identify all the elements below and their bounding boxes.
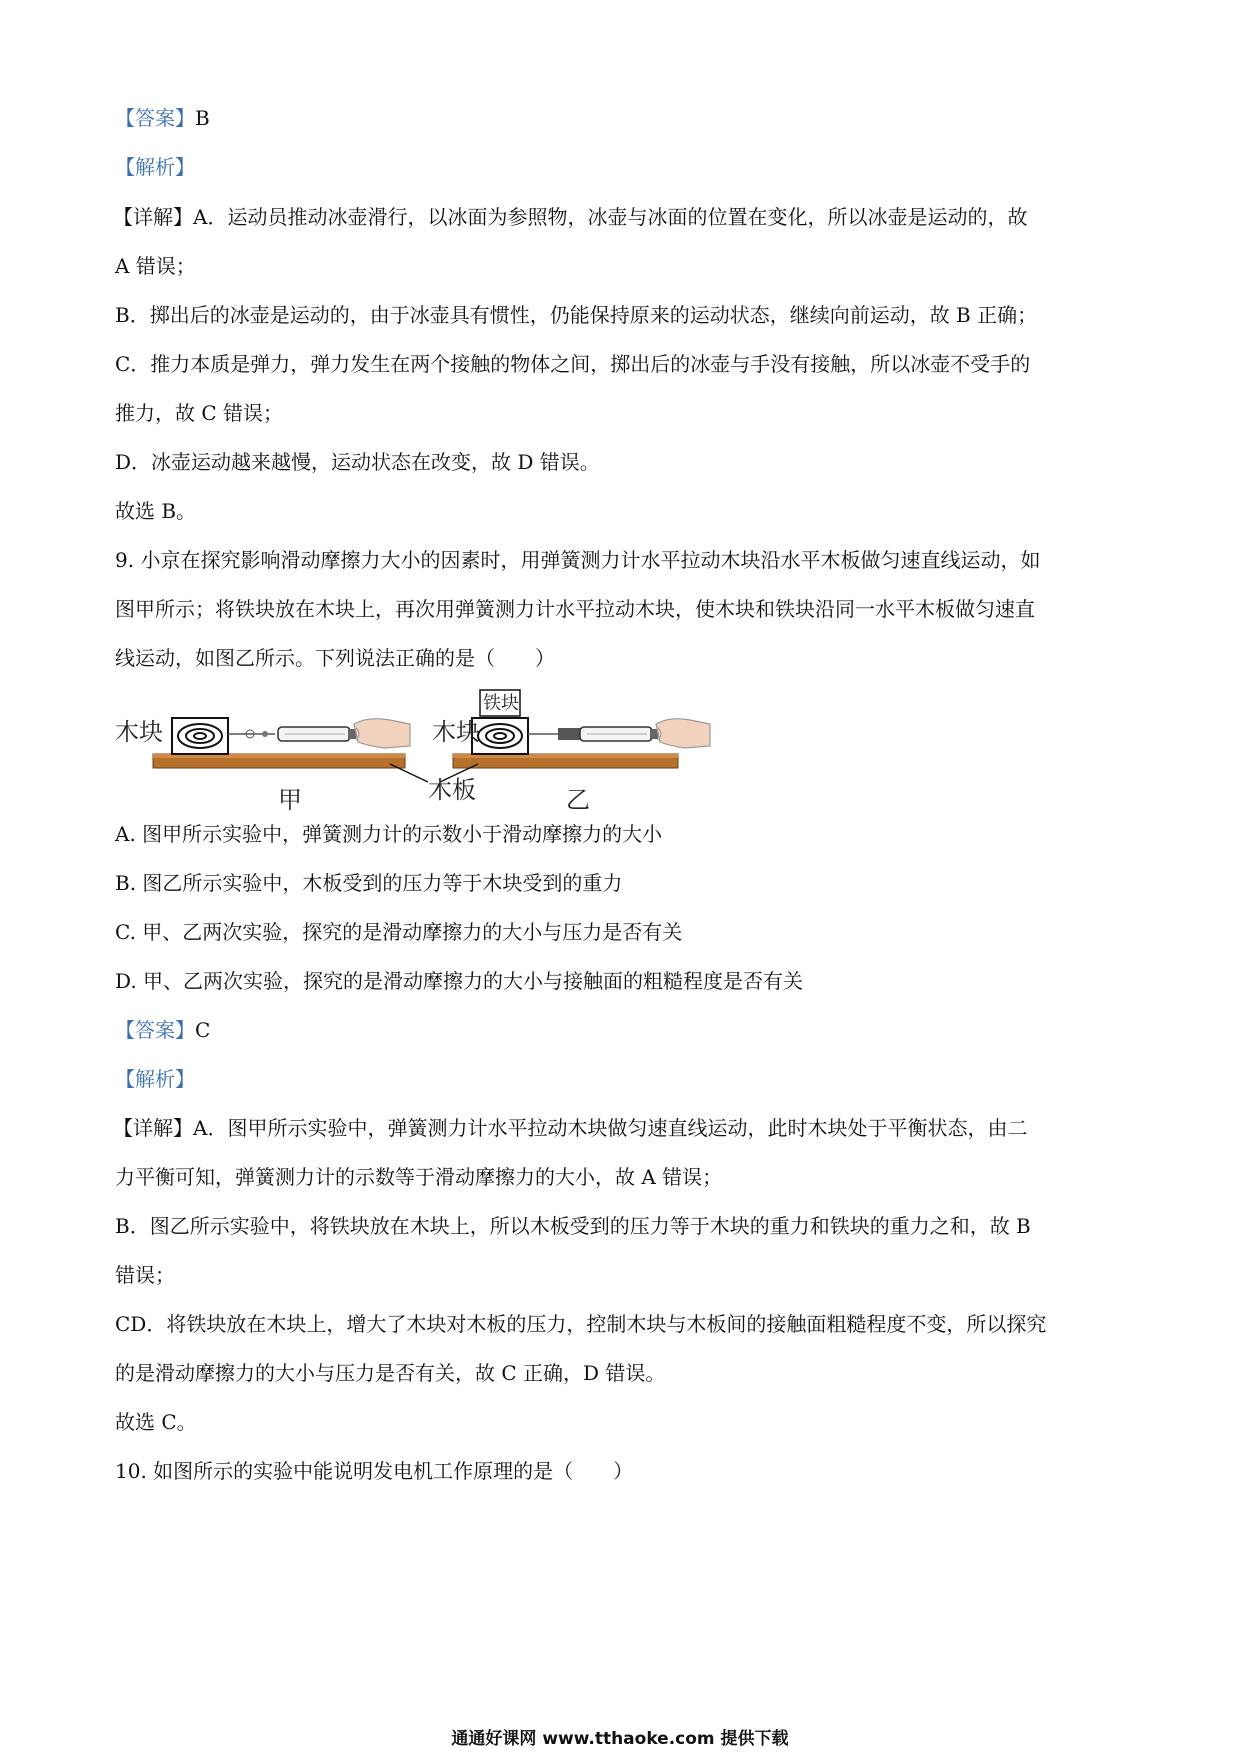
text-line: D．冰壶运动越来越慢，运动状态在改变，故 D 错误。 (115, 450, 600, 474)
text-line: B．掷出后的冰壶是运动的，由于冰壶具有惯性，仍能保持原来的运动状态，继续向前运动，故 B 正确； (115, 303, 1038, 327)
analysis-label: 【解析】 (115, 1067, 195, 1091)
answer-value: B (195, 106, 210, 130)
hand-right (656, 719, 710, 748)
label-jia: 甲 (278, 786, 302, 814)
option-b: B. 图乙所示实验中，木板受到的压力等于木块受到的重力 (115, 871, 623, 895)
wood-block-right (472, 718, 528, 754)
text-line: 故选 C。 (115, 1410, 197, 1434)
text-line: 故选 B。 (115, 499, 197, 523)
page-footer: 通通好课网 www.tthaoke.com 提供下载 (451, 1729, 789, 1749)
label-wood-block-left: 木块 (115, 718, 163, 746)
analysis-label: 【解析】 (115, 155, 195, 179)
question-9-line-3: 线运动，如图乙所示。下列说法正确的是（ ） (115, 646, 555, 670)
question-9-line-2: 图甲所示；将铁块放在木块上，再次用弹簧测力计水平拉动木块，使木块和铁块沿同一水平木板做匀速直 (115, 597, 1035, 621)
detail-tag: 【详解】 (113, 1116, 193, 1140)
detail-tag: 【详解】 (113, 205, 193, 229)
option-c: C. 甲、乙两次实验，探究的是滑动摩擦力的大小与压力是否有关 (115, 920, 683, 944)
detail-line-2 (113, 1114, 1027, 1142)
answer-value: C (195, 1018, 211, 1042)
label-yi: 乙 (566, 786, 590, 814)
label-board: 木板 (428, 776, 476, 804)
text-line: A 错误； (115, 254, 196, 278)
answer-tag: 【答案】 (115, 1018, 195, 1042)
text-line: 的是滑动摩擦力的大小与压力是否有关，故 C 正确，D 错误。 (115, 1361, 666, 1385)
answer-tag: 【答案】 (115, 106, 195, 130)
text-line: C．推力本质是弹力，弹力发生在两个接触的物体之间，掷出后的冰壶与手没有接触，所以冰壶不受手的 (115, 352, 1031, 376)
friction-experiment-figure (110, 684, 810, 814)
answer-line-1 (115, 104, 210, 132)
text-line: 力平衡可知，弹簧测力计的示数等于滑动摩擦力的大小，故 A 错误； (115, 1165, 723, 1189)
spring-scale-right (528, 727, 658, 741)
analysis-tag-2 (115, 1065, 195, 1093)
question-10-line-1: 10. 如图所示的实验中能说明发电机工作原理的是（ ） (115, 1459, 634, 1483)
label-wood-block-right: 木块 (432, 718, 480, 746)
detail-text: A．运动员推动冰壶滑行，以冰面为参照物，冰壶与冰面的位置在变化，所以冰壶是运动的，故 (193, 205, 1028, 229)
question-9-line-1: 9. 小京在探究影响滑动摩擦力大小的因素时，用弹簧测力计水平拉动木块沿水平木板做匀速直线运动，如 (115, 548, 1041, 572)
text-line: 错误； (115, 1263, 175, 1287)
board-leader-left (390, 764, 428, 782)
text-line: CD．将铁块放在木块上，增大了木块对木板的压力，控制木块与木板间的接触面粗糙程度不变，所以探究 (115, 1312, 1047, 1336)
wood-block-left (172, 718, 228, 754)
detail-text: A．图甲所示实验中，弹簧测力计水平拉动木块做匀速直线运动，此时木块处于平衡状态，由二 (193, 1116, 1028, 1140)
option-a: A. 图甲所示实验中，弹簧测力计的示数小于滑动摩擦力的大小 (115, 822, 663, 846)
label-iron-block: 铁块 (483, 693, 519, 714)
detail-line-1 (113, 203, 1027, 231)
option-d: D. 甲、乙两次实验，探究的是滑动摩擦力的大小与接触面的粗糙程度是否有关 (115, 969, 804, 993)
text-line: 推力，故 C 错误； (115, 401, 284, 425)
analysis-tag-1 (115, 153, 195, 181)
spring-scale-left (228, 727, 356, 741)
answer-line-2 (115, 1016, 210, 1044)
hand-left (354, 719, 410, 748)
text-line: B．图乙所示实验中，将铁块放在木块上，所以木板受到的压力等于木块的重力和铁块的重力之和，故 B (115, 1214, 1031, 1238)
